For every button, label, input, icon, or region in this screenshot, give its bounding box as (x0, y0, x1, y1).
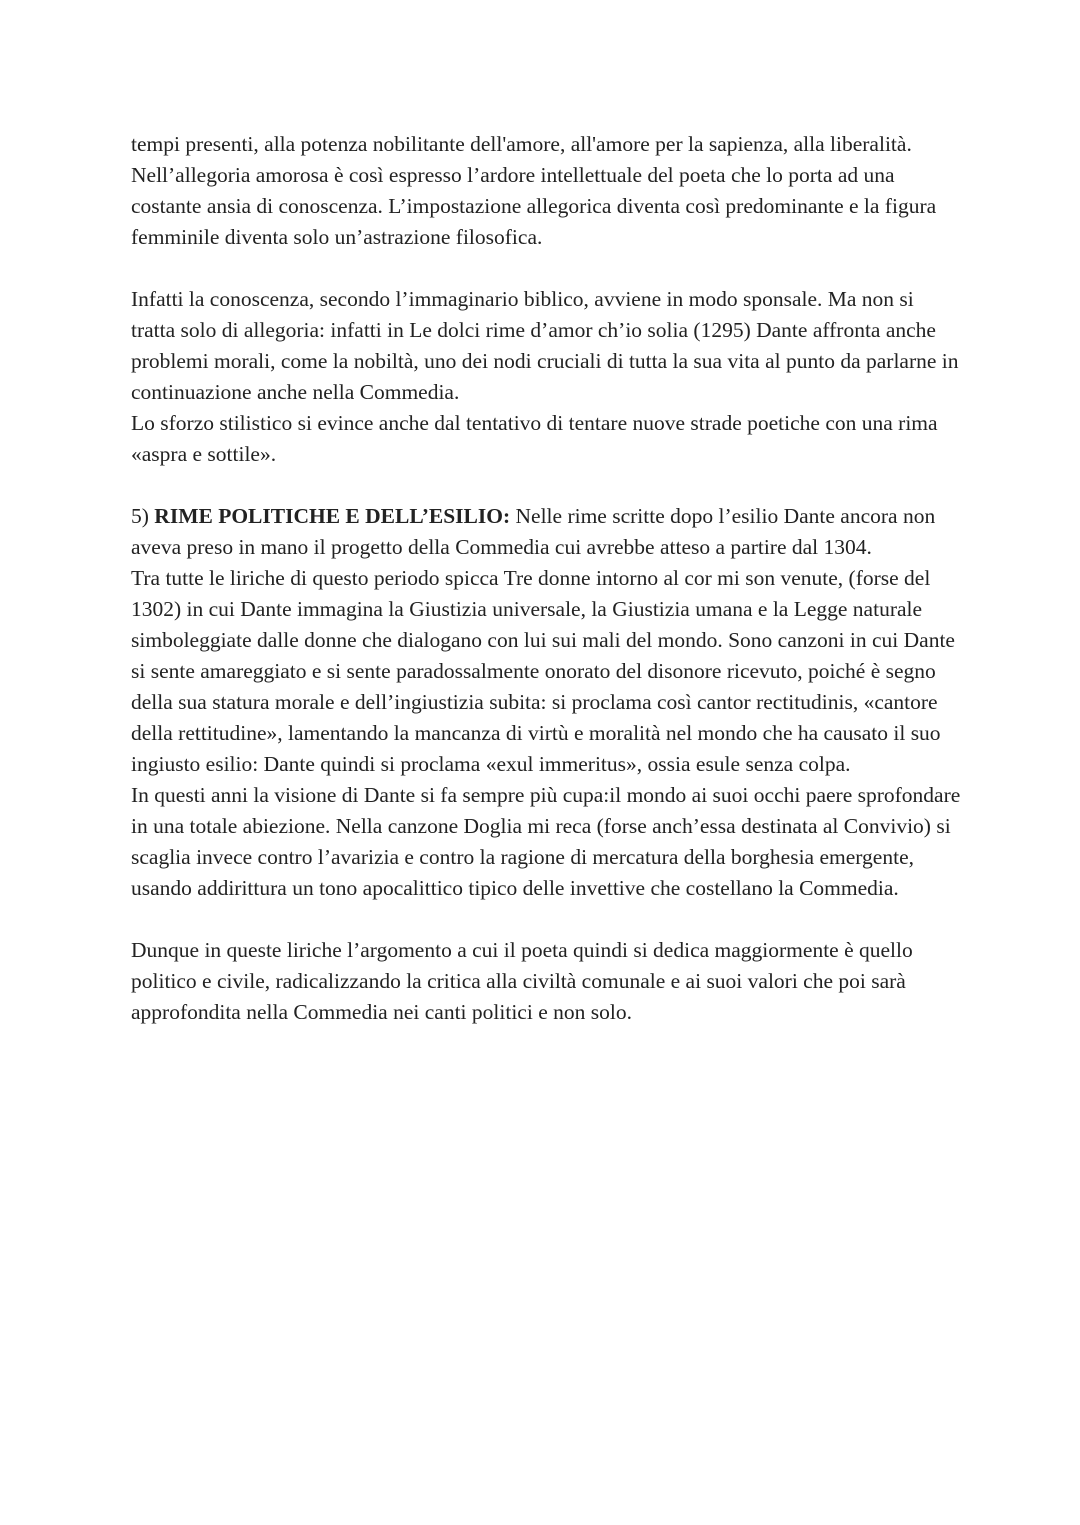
paragraph-sforzo-stilistico: Lo sforzo stilistico si evince anche dal tentativo di tentare nuove strade poetiche con una rima «aspra e sottile». (131, 411, 938, 466)
paragraph-liberalita: tempi presenti, alla potenza nobilitante dell'amore, all'amore per la sapienza, alla liberalità. (131, 132, 912, 156)
paragraph-allegoria-amorosa: Nell’allegoria amorosa è così espresso l’ardore intellettuale del poeta che lo porta ad una costante ansia di conoscenza. L’impostazione allegorica diventa così predominante e la figura femminile diventa solo un’astrazione filosofica. (131, 163, 937, 249)
paragraph-spacer (131, 253, 961, 284)
paragraph-spacer (131, 470, 961, 501)
document-page (131, 129, 961, 1028)
section-rime-politiche-intro (131, 501, 961, 563)
paragraph-visione-cupa: In questi anni la visione di Dante si fa sempre più cupa:il mondo ai suoi occhi paere sprofondare in una totale abiezione. Nella canzone Doglia mi reca (forse anch’essa destinata al Convivio) si scaglia invece contro l’avarizia e contro la ragione di mercatura della borghesia emergente, usando addirittura un tono apocalittico tipico delle invettive che costellano la Commedia. (131, 783, 961, 900)
paragraph-conclusione: Dunque in queste liriche l’argomento a cui il poeta quindi si dedica maggiormente è quello politico e civile, radicalizzando la critica alla civiltà comunale e ai suoi valori che poi sarà approfondita nella Commedia nei canti politici e non solo. (131, 938, 913, 1024)
paragraph-tre-donne: Tra tutte le liriche di questo periodo spicca Tre donne intorno al cor mi son venute, (forse del 1302) in cui Dante immagina la Giustizia universale, la Giustizia umana e la Legge naturale simboleggiate dalle donne che dialogano con lui sui mali del mondo. Sono canzoni in cui Dante si sente amareggiato e si sente paradossalmente onorato del disonore ricevuto, poiché è segno della sua statura morale e dell’ingiustizia subita: si proclama così cantor rectitudinis, «cantore della rettitudine», lamentando la mancanza di virtù e moralità nel mondo che ha causato il suo ingiusto esilio: Dante quindi si proclama «exul immeritus», ossia esule senza colpa. (131, 566, 955, 776)
section-intro-text: Nelle rime scritte dopo l’esilio Dante ancora non aveva preso in mano il progetto della Commedia cui avrebbe atteso a partire dal 1304. (131, 504, 936, 559)
section-number: 5) (131, 504, 155, 528)
section-heading: RIME POLITICHE E DELL’ESILIO: (154, 504, 511, 528)
paragraph-spacer (131, 904, 961, 935)
paragraph-conoscenza-sponsale: Infatti la conoscenza, secondo l’immaginario biblico, avviene in modo sponsale. Ma non si tratta solo di allegoria: infatti in Le dolci rime d’amor ch’io solia (1295) Dante affronta anche problemi morali, come la nobiltà, uno dei nodi cruciali di tutta la sua vita al punto da parlarne in continuazione anche nella Commedia. (131, 287, 959, 404)
